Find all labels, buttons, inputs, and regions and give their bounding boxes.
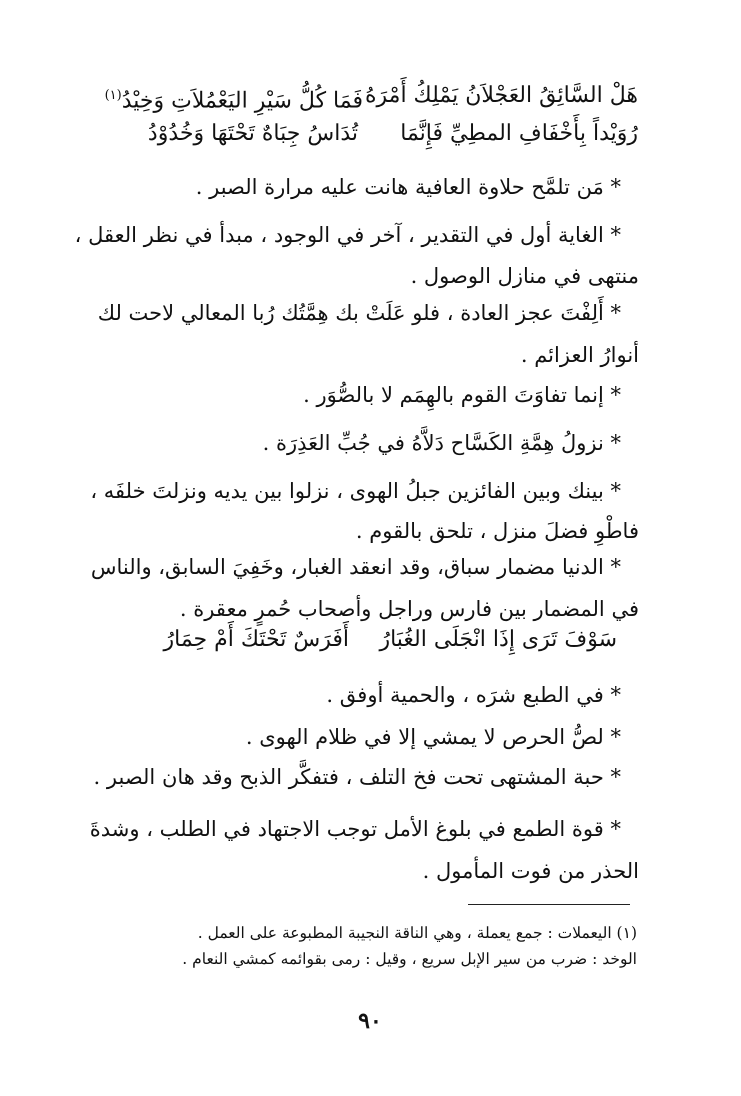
page-number: ٩٠ [358,1008,382,1034]
paragraph-line: * مَن تلمَّح حلاوة العافية هانت عليه مرارة الصبر . [195,175,621,199]
poem2-left-hemistich: أَفَرَسٌ تَحْتَكَ أَمْ حِمَارُ [163,627,349,652]
paragraph-line: * بينك وبين الفائزين جبلُ الهوى ، نزلوا بين يديه ونزلتَ خلفَه ، [90,479,621,503]
poem1-line1-left-hemistich [105,80,363,117]
poem2-right-hemistich: سَوْفَ تَرَى إِذَا انْجَلَى الغُبَارُ [379,627,617,652]
poem1-line2-right-hemistich: رُوَيْداً بِأَخْفَافِ المطِيِّ فَإِنَّمَا [400,121,638,146]
paragraph-line: في المضمار بين فارس وراجل وأصحاب حُمرٍ معقرة . [179,597,639,621]
paragraph-line: * نزولُ هِمَّةِ الكَسَّاح دَلاَّهُ في جُبِّ العَذِرَة . [262,431,621,455]
footnote-marker: (١) [104,88,122,103]
footnote-separator [468,904,630,905]
paragraph-line: * أَلِفْتَ عجز العادة ، فلو عَلَتْ بك هِمَّتُك رُبا المعالي لاحت لك [97,301,621,325]
paragraph-line: * حبة المشتهى تحت فخ التلف ، فتفكَّر الذبح وقد هان الصبر . [93,765,621,789]
paragraph-line: أنوارُ العزائم . [520,343,639,367]
paragraph-line: * الغاية أول في التقدير ، آخر في الوجود ، مبدأ في نظر العقل ، [74,223,621,247]
footnote-line: (١) اليعملات : جمع يعملة ، وهي الناقة النجيبة المطبوعة على العمل . [197,924,637,942]
poem1-line1-right-hemistich: هَلْ السَّائِقُ العَجْلاَنُ يَمْلِكُ أَمْرَهُ [365,83,638,108]
paragraph-line: * لصُّ الحرص لا يمشي إلا في ظلام الهوى . [245,725,621,749]
paragraph-line: * قوة الطمع في بلوغ الأمل توجب الاجتهاد في الطلب ، وشدةَ [89,817,621,841]
footnote-line: الوخد : ضرب من سير الإبل سريع ، وقيل : رمى بقوائمه كمشي النعام . [182,950,637,968]
paragraph-line: * في الطبع شرَه ، والحمية أوفق . [326,683,621,707]
paragraph-line: فاطْوِ فضلَ منزل ، تلحق بالقوم . [355,519,639,543]
paragraph-line: الحذر من فوت المأمول . [422,859,639,883]
poem1-line1-left-text: فَمَا كُلُّ سَيْرِ اليَعْمُلاَتِ وَخِيْدُ [121,88,363,114]
paragraph-line: * إنما تفاوَتَ القوم بالهِمَم لا بالصُّوَر . [303,383,621,407]
paragraph-line: منتهى في منازل الوصول . [410,264,639,288]
paragraph-line: * الدنيا مضمار سباق، وقد انعقد الغبار، وخَفِيَ السابق، والناس [90,555,621,579]
poem1-line2-left-hemistich: تُدَاسُ جِبَاهٌ تَحْتَهَا وَخُدُوْدُ [147,121,358,146]
